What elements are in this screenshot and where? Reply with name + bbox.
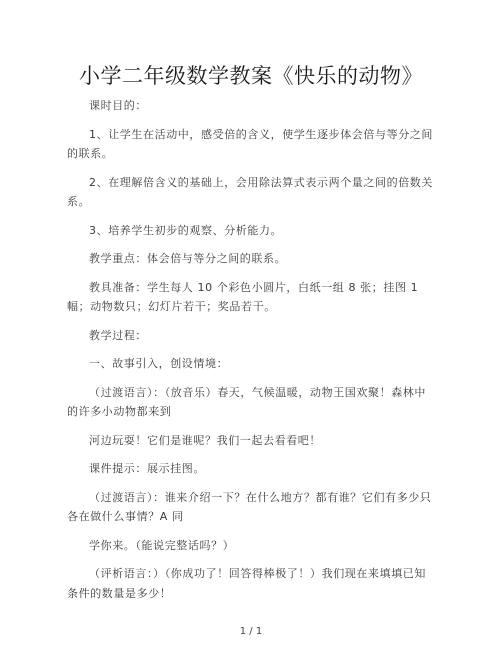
paragraph-goal-3: 3、培养学生初步的观察、分析能力。	[89, 223, 283, 237]
paragraph-transition-1-cont: 河边玩耍！它们是谁呢？我们一起去看看吧！	[89, 433, 321, 447]
paragraph-courseware-hint: 课件提示：展示挂图。	[89, 462, 205, 475]
paragraph-evaluation: （评析语言：）（你成功了！回答得棒极了！）我们现在来填填已知条件的数量是多少！	[67, 567, 426, 600]
paragraph-transition-2-cont: 学你来。（能说完整话吗？）	[89, 538, 235, 552]
paragraph-materials: 教具准备：学生每人 10 个彩色小圆片，白纸一组 8 张；挂图 1 幅；动物数只；幻灯片若干；奖品若干。	[67, 280, 419, 313]
paragraph-key-point: 教学重点：体会倍与等分之间的联系。	[89, 252, 287, 265]
paragraph-transition-2: （过渡语言）：谁来介绍一下？在什么地方？都有谁？它们有多少只各在做什么事情？A 同	[67, 490, 432, 523]
paragraph-process-heading: 教学过程：	[89, 328, 147, 342]
paragraph-purpose-heading: 课时目的：	[89, 99, 147, 112]
page-number: 1 / 1	[239, 626, 263, 637]
paragraph-goal-1: 1、让学生在活动中，感受倍的含义，使学生逐步体会倍与等分之间的联系。	[67, 127, 433, 160]
paragraph-goal-2: 2、在理解倍含义的基础上，会用除法算式表示两个量之间的倍数关系。	[67, 175, 433, 208]
document-body	[67, 96, 433, 612]
paragraph-section-1-heading: 一、故事引入，创设情境：	[89, 357, 229, 370]
paragraph-transition-1: （过渡语言）：（放音乐）春天，气候温暖，动物王国欢聚！森林中的许多小动物都来到	[67, 385, 426, 418]
document-title: 小学二年级数学教案《快乐的动物》	[79, 64, 423, 88]
